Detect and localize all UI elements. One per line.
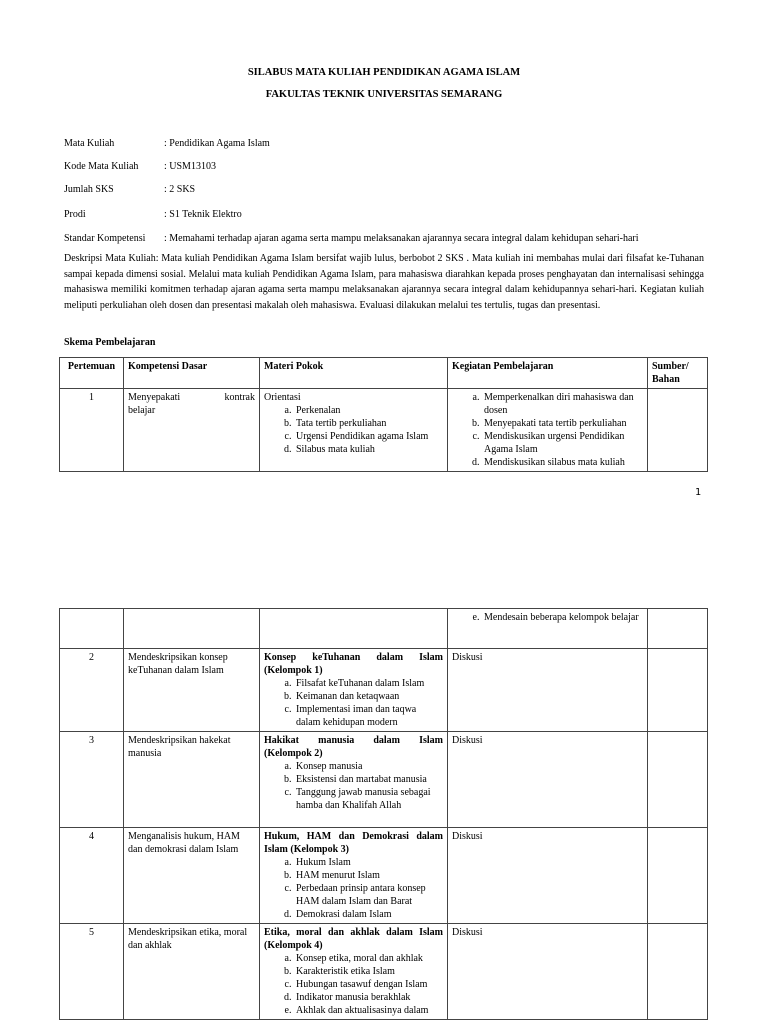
list-item: b. Tata tertib perkuliahan — [294, 417, 443, 430]
kompetensi-cell: Mendeskripsikan konsep keTuhanan dalam Islam — [124, 649, 260, 732]
kompetensi-word: Menyepakati — [128, 392, 181, 403]
kegiatan-cell — [448, 389, 648, 472]
kegiatan-list — [452, 611, 643, 624]
list-item: a. Hukum Islam — [294, 856, 443, 869]
document-title: SILABUS MATA KULIAH PENDIDIKAN AGAMA ISLAM — [247, 67, 521, 78]
list-item: a. Konsep etika, moral dan akhlak — [294, 952, 443, 965]
kompetensi-cell: Mendeskripsikan hakekat manusia — [124, 732, 260, 828]
row-number: 1 — [60, 389, 124, 472]
meta-label: Mata Kuliah — [64, 138, 115, 149]
row-number: 3 — [60, 732, 124, 828]
schedule-table-page1 — [59, 357, 708, 472]
list-item: e. Mendesain beberapa kelompok belajar — [482, 611, 643, 624]
list-item: b. Karakteristik etika Islam — [294, 965, 443, 978]
list-item: c. Tanggung jawab manusia sebagai hamba dan Khalifah Allah — [294, 786, 443, 812]
list-item: a. Filsafat keTuhanan dalam Islam — [294, 677, 443, 690]
table-row — [60, 649, 708, 732]
meta-value: : USM13103 — [164, 161, 216, 172]
list-item: a. Perkenalan — [294, 404, 443, 417]
sumber-cell — [648, 828, 708, 924]
kegiatan-cell: Diskusi — [448, 649, 648, 732]
sumber-cell — [648, 732, 708, 828]
materi-cell — [260, 924, 448, 1020]
schema-heading: Skema Pembelajaran — [64, 337, 156, 348]
list-item: d. Demokrasi dalam Islam — [294, 908, 443, 921]
materi-list — [264, 952, 443, 1017]
meta-value: : 2 SKS — [164, 184, 196, 195]
materi-heading: Hukum, HAM dan Demokrasi dalam Islam (Kelompok 3) — [264, 831, 443, 855]
table-row — [60, 924, 708, 1020]
page-number: 1 — [695, 487, 702, 498]
header-pertemuan: Pertemuan — [60, 358, 124, 389]
kompetensi-word: belajar — [128, 405, 156, 416]
materi-cell — [260, 732, 448, 828]
list-item: b. Eksistensi dan martabat manusia — [294, 773, 443, 786]
materi-list — [264, 856, 443, 921]
sumber-cell — [648, 649, 708, 732]
meta-label: Jumlah SKS — [64, 184, 114, 195]
meta-label: Kode Mata Kuliah — [64, 161, 139, 172]
course-description: Deskripsi Mata Kuliah: Mata kuliah Pendidikan Agama Islam bersifat wajib lulus, berbobot 2 SKS . Mata kuliah ini membahas mulai dari filsafat ke-Tuhanan sampai kepada dimensi sosial. Melalui mata kuliah Pendidikan Agama Islam, para mahasiswa diarahkan kepada proses penghayatan dan internalisasi sehingga mahasiswa memiliki komitmen terhadap ajaran agama serta mampu melaksanakan ajarannya secara integral dalam kehidupannya sehari-hari. Kegiatan kuliah meliputi perkuliahan oleh dosen dan presentasi makalah oleh mahasiswa. Evaluasi dilakukan melalui tes tertulis, tugas dan presentasi. — [64, 253, 704, 311]
kegiatan-cell: Diskusi — [448, 828, 648, 924]
list-item: c. Urgensi Pendidikan agama Islam — [294, 430, 443, 443]
kegiatan-cell — [448, 609, 648, 649]
schedule-table-page2 — [59, 608, 708, 1020]
kompetensi-cell: Mendeskripsikan etika, moral dan akhlak — [124, 924, 260, 1020]
materi-list — [264, 677, 443, 729]
kompetensi-cell — [124, 389, 260, 472]
list-item: e. Akhlak dan aktualisasinya dalam — [294, 1004, 443, 1017]
list-item: d. Indikator manusia berakhlak — [294, 991, 443, 1004]
list-item: b. Menyepakati tata tertib perkuliahan — [482, 417, 643, 430]
list-item: b. Keimanan dan ketaqwaan — [294, 690, 443, 703]
meta-label: Prodi — [64, 209, 86, 220]
header-sumber: Sumber/ Bahan — [648, 358, 708, 389]
list-item: c. Implementasi iman dan taqwa dalam kehidupan modern — [294, 703, 443, 729]
header-kegiatan: Kegiatan Pembelajaran — [448, 358, 648, 389]
table-row — [60, 732, 708, 828]
materi-list — [264, 760, 443, 812]
list-item: d. Silabus mata kuliah — [294, 443, 443, 456]
kompetensi-cell: Menganalisis hukum, HAM dan demokrasi dalam Islam — [124, 828, 260, 924]
sumber-cell — [648, 924, 708, 1020]
table-row — [60, 389, 708, 472]
meta-value: : Pendidikan Agama Islam — [164, 138, 270, 149]
meta-value: : S1 Teknik Elektro — [164, 209, 242, 220]
table-header-row — [60, 358, 708, 389]
materi-heading: Hakikat manusia dalam Islam (Kelompok 2) — [264, 735, 443, 759]
meta-value: : Memahami terhadap ajaran agama serta mampu melaksanakan ajarannya secara integral dalam kehidupan sehari-hari — [164, 233, 639, 244]
kompetensi-word: kontrak — [224, 392, 255, 403]
materi-cell — [260, 389, 448, 472]
kegiatan-cell: Diskusi — [448, 924, 648, 1020]
table-row-continued — [60, 609, 708, 649]
kegiatan-cell: Diskusi — [448, 732, 648, 828]
list-item: c. Mendiskusikan urgensi Pendidikan Agama Islam — [482, 430, 643, 456]
list-item: b. HAM menurut Islam — [294, 869, 443, 882]
materi-heading: Konsep keTuhanan dalam Islam (Kelompok 1) — [264, 652, 443, 676]
row-number: 5 — [60, 924, 124, 1020]
table-row — [60, 828, 708, 924]
list-item: c. Hubungan tasawuf dengan Islam — [294, 978, 443, 991]
materi-heading: Orientasi — [264, 392, 301, 403]
list-item: a. Konsep manusia — [294, 760, 443, 773]
header-materi: Materi Pokok — [260, 358, 448, 389]
materi-cell — [260, 649, 448, 732]
meta-label: Standar Kompetensi — [64, 233, 146, 244]
sumber-cell — [648, 389, 708, 472]
row-number: 4 — [60, 828, 124, 924]
list-item: d. Mendiskusikan silabus mata kuliah — [482, 456, 643, 469]
materi-list — [264, 404, 443, 456]
materi-cell — [260, 828, 448, 924]
row-number: 2 — [60, 649, 124, 732]
header-kompetensi: Kompetensi Dasar — [124, 358, 260, 389]
faculty-title: FAKULTAS TEKNIK UNIVERSITAS SEMARANG — [265, 89, 503, 100]
list-item: a. Memperkenalkan diri mahasiswa dan dosen — [482, 391, 643, 417]
list-item: c. Perbedaan prinsip antara konsep HAM dalam Islam dan Barat — [294, 882, 443, 908]
materi-heading: Etika, moral dan akhlak dalam Islam (Kelompok 4) — [264, 927, 443, 951]
kegiatan-list — [452, 391, 643, 469]
